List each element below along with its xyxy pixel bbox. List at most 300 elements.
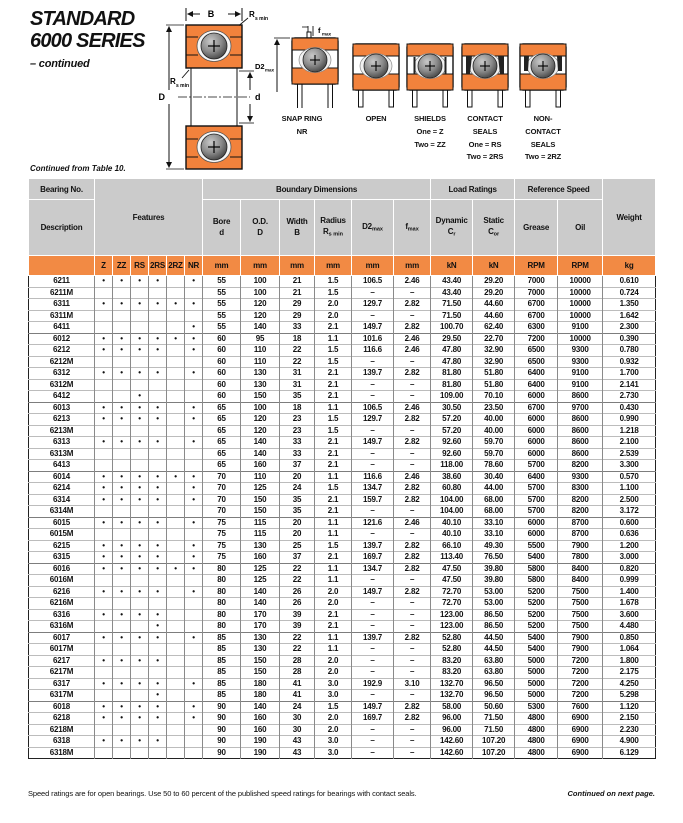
value-cell: 85 xyxy=(203,644,241,656)
value-cell: 130 xyxy=(241,379,280,391)
value-cell: 63.80 xyxy=(473,667,515,679)
value-cell: 18 xyxy=(280,402,315,414)
value-cell: 2.100 xyxy=(603,437,656,449)
value-cell: 80 xyxy=(203,598,241,610)
feature-flag-cell: • xyxy=(95,563,113,575)
value-cell: 134.7 xyxy=(352,483,394,495)
value-cell: 1.5 xyxy=(315,483,352,495)
feature-flag-cell xyxy=(185,655,203,667)
value-cell: 6400 xyxy=(515,471,558,483)
feature-flag-cell xyxy=(167,460,185,472)
value-cell: 22 xyxy=(280,345,315,357)
value-cell: – xyxy=(352,667,394,679)
value-cell: 110 xyxy=(241,356,280,368)
feature-flag-cell xyxy=(167,368,185,380)
value-cell: 101.6 xyxy=(352,333,394,345)
feature-flag-cell xyxy=(95,287,113,299)
feature-flag-cell xyxy=(149,322,167,334)
value-cell: – xyxy=(352,506,394,518)
feature-flag-cell: • xyxy=(95,655,113,667)
value-cell: 37 xyxy=(280,552,315,564)
value-cell: 110 xyxy=(241,345,280,357)
feature-flag-cell xyxy=(131,506,149,518)
value-cell: 1.700 xyxy=(603,368,656,380)
value-cell: 4.250 xyxy=(603,678,656,690)
feature-flag-cell xyxy=(95,747,113,759)
value-cell: 85 xyxy=(203,667,241,679)
feature-flag-cell: • xyxy=(185,563,203,575)
value-cell: 2.82 xyxy=(394,713,431,725)
value-cell: 83.20 xyxy=(431,667,473,679)
value-cell: 7500 xyxy=(558,586,603,598)
value-cell: – xyxy=(394,310,431,322)
value-cell: 5800 xyxy=(515,575,558,587)
feature-flag-cell: • xyxy=(131,632,149,644)
unit-cell: mm xyxy=(241,256,280,276)
value-cell: 4800 xyxy=(515,724,558,736)
feature-flag-cell: • xyxy=(113,586,131,598)
value-cell: 6500 xyxy=(515,345,558,357)
value-cell: – xyxy=(394,529,431,541)
feature-flag-cell: • xyxy=(95,586,113,598)
feature-col-2rs: 2RS xyxy=(149,256,167,276)
value-cell: 2.0 xyxy=(315,667,352,679)
value-cell: 7900 xyxy=(558,632,603,644)
unit-cell: RPM xyxy=(515,256,558,276)
value-cell: 139.7 xyxy=(352,632,394,644)
table-row xyxy=(29,483,656,495)
value-cell: 55 xyxy=(203,276,241,288)
value-cell: 140 xyxy=(241,598,280,610)
value-cell: 121.6 xyxy=(352,517,394,529)
feature-flag-cell: • xyxy=(185,552,203,564)
value-cell: 4800 xyxy=(515,713,558,725)
value-cell: 7900 xyxy=(558,540,603,552)
value-cell: 125 xyxy=(241,483,280,495)
feature-flag-cell xyxy=(149,391,167,403)
dim-label-B: B xyxy=(207,9,215,19)
feature-flag-cell: • xyxy=(149,690,167,702)
value-cell: 159.7 xyxy=(352,494,394,506)
value-cell: 100 xyxy=(241,276,280,288)
value-cell: 1.1 xyxy=(315,333,352,345)
bearing-description: 6018 xyxy=(29,701,95,713)
value-cell: 30.50 xyxy=(431,402,473,414)
value-cell: 2.82 xyxy=(394,368,431,380)
feature-flag-cell: • xyxy=(113,437,131,449)
value-cell: 2.82 xyxy=(394,414,431,426)
feature-flag-cell: • xyxy=(131,517,149,529)
variant-caption-line: Two = 2RZ xyxy=(524,152,562,162)
value-cell: 31 xyxy=(280,379,315,391)
value-cell: 8300 xyxy=(558,483,603,495)
value-cell: 1.1 xyxy=(315,471,352,483)
value-cell: 52.80 xyxy=(431,644,473,656)
bearing-description: 6016M xyxy=(29,575,95,587)
value-cell: 6.129 xyxy=(603,747,656,759)
continued-from-note: Continued from Table 10. xyxy=(30,164,126,173)
table-row xyxy=(29,379,656,391)
unit-cell: RPM xyxy=(558,256,603,276)
variant-caption-line: CONTACT xyxy=(525,126,561,136)
value-cell: 2.82 xyxy=(394,483,431,495)
value-cell: 53.00 xyxy=(473,598,515,610)
value-cell: 2.1 xyxy=(315,322,352,334)
value-cell: 70 xyxy=(203,494,241,506)
feature-flag-cell xyxy=(113,529,131,541)
value-cell: 1.642 xyxy=(603,310,656,322)
bearing-description: 6412 xyxy=(29,391,95,403)
feature-flag-cell xyxy=(167,506,185,518)
value-cell: 1.1 xyxy=(315,644,352,656)
value-cell: 85 xyxy=(203,655,241,667)
value-cell: 47.50 xyxy=(431,575,473,587)
value-cell: 55 xyxy=(203,310,241,322)
value-cell: 170 xyxy=(241,621,280,633)
table-row xyxy=(29,448,656,460)
feature-flag-cell xyxy=(185,460,203,472)
value-cell: 22 xyxy=(280,644,315,656)
feature-flag-cell: • xyxy=(113,609,131,621)
value-cell: 7900 xyxy=(558,644,603,656)
table-row xyxy=(29,678,656,690)
value-cell: 5400 xyxy=(515,632,558,644)
value-cell: 134.7 xyxy=(352,563,394,575)
feature-flag-cell: • xyxy=(149,586,167,598)
feature-flag-cell xyxy=(167,287,185,299)
unit-cell: kN xyxy=(473,256,515,276)
value-cell: 58.00 xyxy=(431,701,473,713)
feature-flag-cell xyxy=(149,460,167,472)
feature-flag-cell: • xyxy=(131,609,149,621)
variant-caption-line: SHIELDS xyxy=(414,114,446,123)
table-row xyxy=(29,333,656,345)
value-cell: 53.00 xyxy=(473,586,515,598)
feature-flag-cell: • xyxy=(185,414,203,426)
feature-flag-cell xyxy=(113,425,131,437)
feature-flag-cell xyxy=(185,598,203,610)
variant-non-contact-seals xyxy=(511,40,575,164)
value-cell: – xyxy=(394,690,431,702)
value-cell: – xyxy=(352,724,394,736)
dim-label-f: f xyxy=(318,26,321,35)
bearing-description: 6211M xyxy=(29,287,95,299)
header-description: Description xyxy=(29,200,95,256)
variant-open xyxy=(346,40,406,126)
feature-flag-cell xyxy=(95,690,113,702)
feature-flag-cell xyxy=(167,632,185,644)
header-boundary-dimensions: Boundary Dimensions xyxy=(203,179,431,200)
value-cell: 44.00 xyxy=(473,483,515,495)
value-cell: – xyxy=(352,747,394,759)
value-cell: – xyxy=(352,448,394,460)
feature-flag-cell: • xyxy=(185,586,203,598)
table-row xyxy=(29,724,656,736)
value-cell: 22 xyxy=(280,575,315,587)
value-cell: 8600 xyxy=(558,448,603,460)
cross-section-icon xyxy=(140,4,272,174)
unit-cell: kg xyxy=(603,256,656,276)
bearing-description: 6311M xyxy=(29,310,95,322)
value-cell: 76.50 xyxy=(473,552,515,564)
value-cell: 0.850 xyxy=(603,632,656,644)
value-cell: 40.00 xyxy=(473,414,515,426)
value-cell: 5400 xyxy=(515,552,558,564)
value-cell: 60 xyxy=(203,333,241,345)
value-cell: – xyxy=(394,724,431,736)
feature-flag-cell xyxy=(167,379,185,391)
value-cell: 149.7 xyxy=(352,586,394,598)
value-cell: 68.00 xyxy=(473,494,515,506)
value-cell: 65 xyxy=(203,425,241,437)
feature-flag-cell: • xyxy=(149,494,167,506)
bearing-description: 6218 xyxy=(29,713,95,725)
feature-flag-cell xyxy=(113,506,131,518)
bearing-description: 6318 xyxy=(29,736,95,748)
value-cell: – xyxy=(352,621,394,633)
value-cell: 6700 xyxy=(515,299,558,311)
feature-col-z: Z xyxy=(95,256,113,276)
value-cell: – xyxy=(352,609,394,621)
value-cell: 2.82 xyxy=(394,322,431,334)
value-cell: 0.780 xyxy=(603,345,656,357)
feature-flag-cell: • xyxy=(95,632,113,644)
value-cell: 2.1 xyxy=(315,552,352,564)
dim-label-D2-sub: max xyxy=(265,67,275,73)
bearing-description: 6012 xyxy=(29,333,95,345)
feature-flag-cell xyxy=(131,747,149,759)
value-cell: 1.5 xyxy=(315,701,352,713)
value-cell: 62.40 xyxy=(473,322,515,334)
value-cell: 2.46 xyxy=(394,345,431,357)
value-cell: 0.724 xyxy=(603,287,656,299)
value-cell: 169.7 xyxy=(352,552,394,564)
value-cell: – xyxy=(352,575,394,587)
value-cell: 39 xyxy=(280,621,315,633)
table-row xyxy=(29,506,656,518)
value-cell: 8600 xyxy=(558,414,603,426)
feature-flag-cell: • xyxy=(185,322,203,334)
feature-flag-cell xyxy=(167,747,185,759)
feature-flag-cell: • xyxy=(95,552,113,564)
feature-flag-cell xyxy=(113,460,131,472)
value-cell: 130 xyxy=(241,644,280,656)
bearing-description: 6312M xyxy=(29,379,95,391)
bearing-cross-section-diagram xyxy=(140,4,272,179)
value-cell: 6900 xyxy=(558,736,603,748)
value-cell: 6000 xyxy=(515,391,558,403)
value-cell: 5.298 xyxy=(603,690,656,702)
value-cell: 80 xyxy=(203,563,241,575)
value-cell: 65 xyxy=(203,414,241,426)
value-cell: 47.80 xyxy=(431,356,473,368)
feature-flag-cell: • xyxy=(113,701,131,713)
feature-flag-cell: • xyxy=(95,299,113,311)
value-cell: – xyxy=(394,506,431,518)
value-cell: 150 xyxy=(241,391,280,403)
feature-flag-cell xyxy=(167,483,185,495)
feature-flag-cell xyxy=(131,310,149,322)
value-cell: – xyxy=(352,690,394,702)
value-cell: 2.1 xyxy=(315,494,352,506)
bearing-description: 6312 xyxy=(29,368,95,380)
value-cell: 92.60 xyxy=(431,437,473,449)
header-fmax: $f_{max}$ xyxy=(394,200,431,256)
feature-flag-cell: • xyxy=(149,345,167,357)
feature-flag-cell xyxy=(131,425,149,437)
feature-flag-cell xyxy=(113,690,131,702)
value-cell: 6000 xyxy=(515,517,558,529)
table-row xyxy=(29,299,656,311)
value-cell: 1.200 xyxy=(603,540,656,552)
value-cell: 90 xyxy=(203,736,241,748)
value-cell: 149.7 xyxy=(352,437,394,449)
value-cell: 25 xyxy=(280,540,315,552)
value-cell: 9300 xyxy=(558,345,603,357)
feature-flag-cell: • xyxy=(149,517,167,529)
feature-flag-cell xyxy=(167,517,185,529)
value-cell: 66.10 xyxy=(431,540,473,552)
value-cell: 2.46 xyxy=(394,471,431,483)
dim-label-radius-top-sub: s min xyxy=(255,16,269,22)
title-subtitle: – continued xyxy=(30,57,90,70)
feature-col-zz: ZZ xyxy=(113,256,131,276)
value-cell: 7500 xyxy=(558,609,603,621)
snap-ring-bearing-icon xyxy=(254,26,350,108)
feature-flag-cell xyxy=(149,598,167,610)
value-cell: 130 xyxy=(241,540,280,552)
feature-flag-cell: • xyxy=(185,494,203,506)
value-cell: 120 xyxy=(241,310,280,322)
value-cell: 100.70 xyxy=(431,322,473,334)
value-cell: 20 xyxy=(280,517,315,529)
feature-flag-cell: • xyxy=(131,655,149,667)
value-cell: 80 xyxy=(203,609,241,621)
value-cell: 2.1 xyxy=(315,621,352,633)
value-cell: 60 xyxy=(203,391,241,403)
table-row xyxy=(29,310,656,322)
value-cell: 132.70 xyxy=(431,690,473,702)
open-bearing-icon xyxy=(348,40,404,108)
value-cell: 90 xyxy=(203,701,241,713)
value-cell: 70 xyxy=(203,471,241,483)
feature-flag-cell xyxy=(131,448,149,460)
value-cell: 2.500 xyxy=(603,494,656,506)
feature-flag-cell: • xyxy=(131,552,149,564)
table-row xyxy=(29,460,656,472)
value-cell: 60 xyxy=(203,356,241,368)
value-cell: 1.800 xyxy=(603,655,656,667)
table-row xyxy=(29,747,656,759)
value-cell: 9300 xyxy=(558,471,603,483)
feature-flag-cell xyxy=(131,724,149,736)
value-cell: – xyxy=(352,391,394,403)
value-cell: 1.1 xyxy=(315,563,352,575)
value-cell: 80 xyxy=(203,586,241,598)
value-cell: 29.20 xyxy=(473,276,515,288)
variant-snap-ring xyxy=(254,26,350,139)
feature-flag-cell xyxy=(95,621,113,633)
value-cell: 1.1 xyxy=(315,632,352,644)
value-cell: 65 xyxy=(203,402,241,414)
feature-flag-cell: • xyxy=(113,402,131,414)
feature-flag-cell: • xyxy=(149,609,167,621)
value-cell: 5000 xyxy=(515,690,558,702)
value-cell: 2.82 xyxy=(394,701,431,713)
header-oil: Oil xyxy=(558,200,603,256)
feature-flag-cell: • xyxy=(149,402,167,414)
feature-flag-cell: • xyxy=(113,655,131,667)
value-cell: 160 xyxy=(241,713,280,725)
feature-flag-cell xyxy=(167,713,185,725)
feature-flag-cell xyxy=(131,690,149,702)
value-cell: 71.50 xyxy=(431,299,473,311)
feature-flag-cell xyxy=(95,379,113,391)
feature-flag-cell xyxy=(167,540,185,552)
table-row xyxy=(29,356,656,368)
value-cell: 85 xyxy=(203,632,241,644)
bearing-description: 6213M xyxy=(29,425,95,437)
feature-flag-cell: • xyxy=(95,368,113,380)
table-header xyxy=(29,179,656,276)
value-cell: 5200 xyxy=(515,621,558,633)
value-cell: – xyxy=(394,621,431,633)
bearing-description: 6212M xyxy=(29,356,95,368)
value-cell: 2.0 xyxy=(315,598,352,610)
header-load-ratings: Load Ratings xyxy=(431,179,515,200)
value-cell: 37 xyxy=(280,460,315,472)
value-cell: 44.60 xyxy=(473,299,515,311)
feature-flag-cell: • xyxy=(185,632,203,644)
feature-flag-cell: • xyxy=(95,494,113,506)
value-cell: – xyxy=(352,655,394,667)
feature-flag-cell: • xyxy=(113,632,131,644)
feature-flag-cell: • xyxy=(131,299,149,311)
value-cell: 0.999 xyxy=(603,575,656,587)
value-cell: 2.1 xyxy=(315,437,352,449)
value-cell: 123.00 xyxy=(431,609,473,621)
feature-flag-cell: • xyxy=(185,678,203,690)
value-cell: 107.20 xyxy=(473,736,515,748)
value-cell: 4800 xyxy=(515,747,558,759)
value-cell: 3.0 xyxy=(315,678,352,690)
value-cell: 180 xyxy=(241,678,280,690)
value-cell: 125 xyxy=(241,575,280,587)
variant-caption-line: SNAP RING xyxy=(281,114,323,123)
value-cell: – xyxy=(352,460,394,472)
value-cell: 28 xyxy=(280,655,315,667)
header-reference-speed: Reference Speed xyxy=(515,179,603,200)
value-cell: 35 xyxy=(280,391,315,403)
value-cell: 3.300 xyxy=(603,460,656,472)
feature-flag-cell xyxy=(95,724,113,736)
table-row xyxy=(29,552,656,564)
feature-flag-cell xyxy=(167,621,185,633)
feature-flag-cell xyxy=(167,644,185,656)
value-cell: 6000 xyxy=(515,425,558,437)
value-cell: 2.175 xyxy=(603,667,656,679)
value-cell: 65 xyxy=(203,448,241,460)
feature-flag-cell: • xyxy=(167,471,185,483)
feature-flag-cell: • xyxy=(185,701,203,713)
feature-flag-cell: • xyxy=(113,736,131,748)
bearing-description: 6314M xyxy=(29,506,95,518)
value-cell: 2.0 xyxy=(315,713,352,725)
feature-flag-cell: • xyxy=(167,563,185,575)
feature-flag-cell xyxy=(149,575,167,587)
value-cell: 1.400 xyxy=(603,586,656,598)
value-cell: 96.00 xyxy=(431,713,473,725)
